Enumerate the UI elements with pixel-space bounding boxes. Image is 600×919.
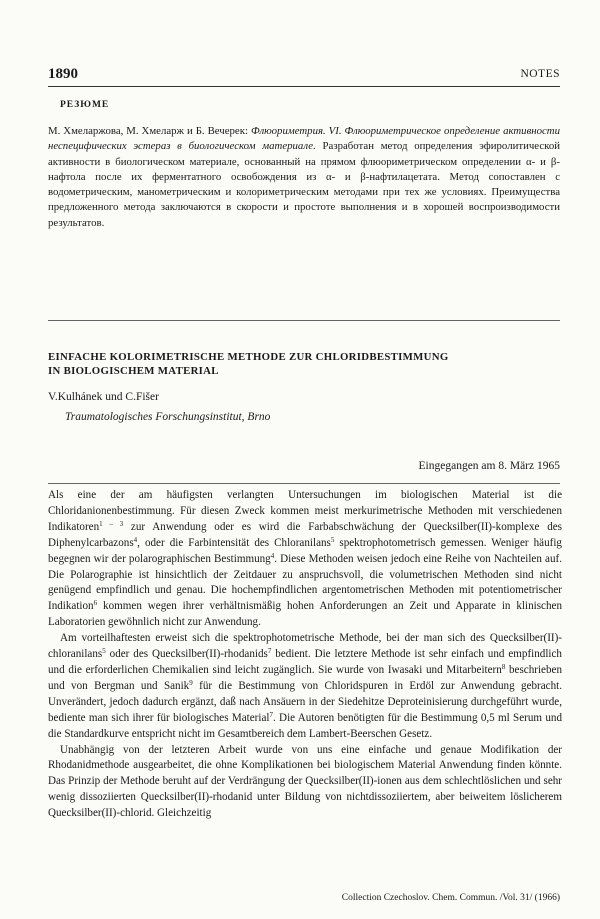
article-authors: V.Kulhánek und C.Fišer: [48, 391, 159, 403]
resume-paragraph: [48, 124, 560, 231]
journal-citation: Collection Czechoslov. Chem. Commun. /Vol. 31/ (1966): [341, 893, 560, 903]
header-rule: [48, 86, 560, 87]
article-title-line1: EINFACHE KOLORIMETRISCHE METHODE ZUR CHLORIDBESTIMMUNG: [48, 351, 449, 363]
body-paragraph-2: Am vorteilhaftesten erweist sich die spektrophotometrische Methode, bei der man sich des Quecksilber(II)-chloranilans$^5$ oder des Quecksilber(II)-rhodanids$^7$ bedient. Die letztere Methode ist sehr einfach und empfindlich und die erforderlichen Chemikalien sind leicht zugänglich. Sie wurde von Iwasaki und Mitarbeitern$^8$ beschrieben und von Bergman und Sanik$^9$ für die Bestimmung von Chloridspuren in Erdöl zur Anwendung gebracht. Unverändert, jedoch dadurch ergänzt, daß nach Ansäuern in der Siedehitze Deproteinisierung durchgeführt wurde, bediente man sich ihrer für biologisches Material$^7$. Die Autoren benötigten für die Bestimmung 0,5 ml Serum und die Standardkurve entspricht nicht im Gesamtbereich dem Lambert-Beerschen Gesetz.: [48, 632, 563, 740]
article-title-line2: IN BIOLOGISCHEM MATERIAL: [48, 365, 219, 377]
section-label: NOTES: [520, 68, 560, 80]
received-date: Eingegangen am 8. März 1965: [418, 460, 560, 472]
article-body: [48, 488, 562, 822]
body-paragraph-1: Als eine der am häufigsten verlangten Untersuchungen im biologischen Material ist die Chloridanionenbestimmung. Für diesen Zweck kommen meist merkurimetrische Methoden mit verschiedenen Indikatoren$^{1 - 3}$ zur Anwendung oder es wird die Farbabschwächung der Quecksilber(II)-komplexe des Diphenylcarbazons$^4$, oder die Farbintensität des Chloranilans$^5$ spektrophotometrisch gemessen. Weniger häufig begegnen wir der polarographischen Bestimmung$^4$. Diese Methoden weisen jedoch eine Reihe von Nachteilen auf. Die Polarographie ist hinsichtlich der Zeitdauer zu anspruchsvoll, die volumetrischen Methoden sind nicht genügend empfindlich und genau. Die hochempfindlichen argentometrischen Methoden mit potentiometrischer Indikation$^6$ kommen wegen ihrer verhältnismäßig hohen Anforderungen an Zeit und Apparate in klinischen Laboratorien gewöhnlich nicht zur Anwendung.: [48, 489, 562, 629]
body-paragraph-3: Unabhängig von der letzteren Arbeit wurde von uns eine einfache und genaue Modifikation der Rhodanidmethode ausgearbeitet, die ohne Komplikationen bei biologischem Material Anwendung finden könnte. Das Prinzip der Methode beruht auf der Verdrängung der Quecksilber(II)-ionen aus dem schlechtlöslichen und sehr wenig dissoziierten Quecksilber(II)-rhodanid unter Bildung von nichtdissoziiertem, aber beiweitem löslicherem Quecksilber(II)-chlorid. Gleichzeitig: [48, 743, 562, 820]
resume-body: Разработан метод определения эфиролитической активности в биологическом материале, основанный на прямом флюориметрическом определении α- и β-нафтола после их ферментатного освобождения из α- и β-нафтилацетата. Метод сопоставлен с водометрическим, манометрическим и колориметрическим методами при тех же условиях. Преимущества предложенного метода заключаются в скорости и простоте выполнения и в хорошей воспроизводимости результатов.: [48, 140, 561, 229]
article-title: [48, 350, 560, 378]
resume-title: Флюориметрия. VI. Флюориметрическое определение активности неспецифических эстераз в биологическом материале.: [48, 125, 560, 153]
resume-label: РЕЗЮМЕ: [60, 100, 110, 110]
section-divider: [48, 320, 560, 321]
received-divider: [48, 483, 560, 484]
page-number: 1890: [48, 66, 78, 82]
article-institution: Traumatologisches Forschungsinstitut, Brno: [65, 411, 271, 423]
resume-authors: М. Хмеларжова, М. Хмеларж и Б. Вечерек:: [48, 125, 251, 137]
